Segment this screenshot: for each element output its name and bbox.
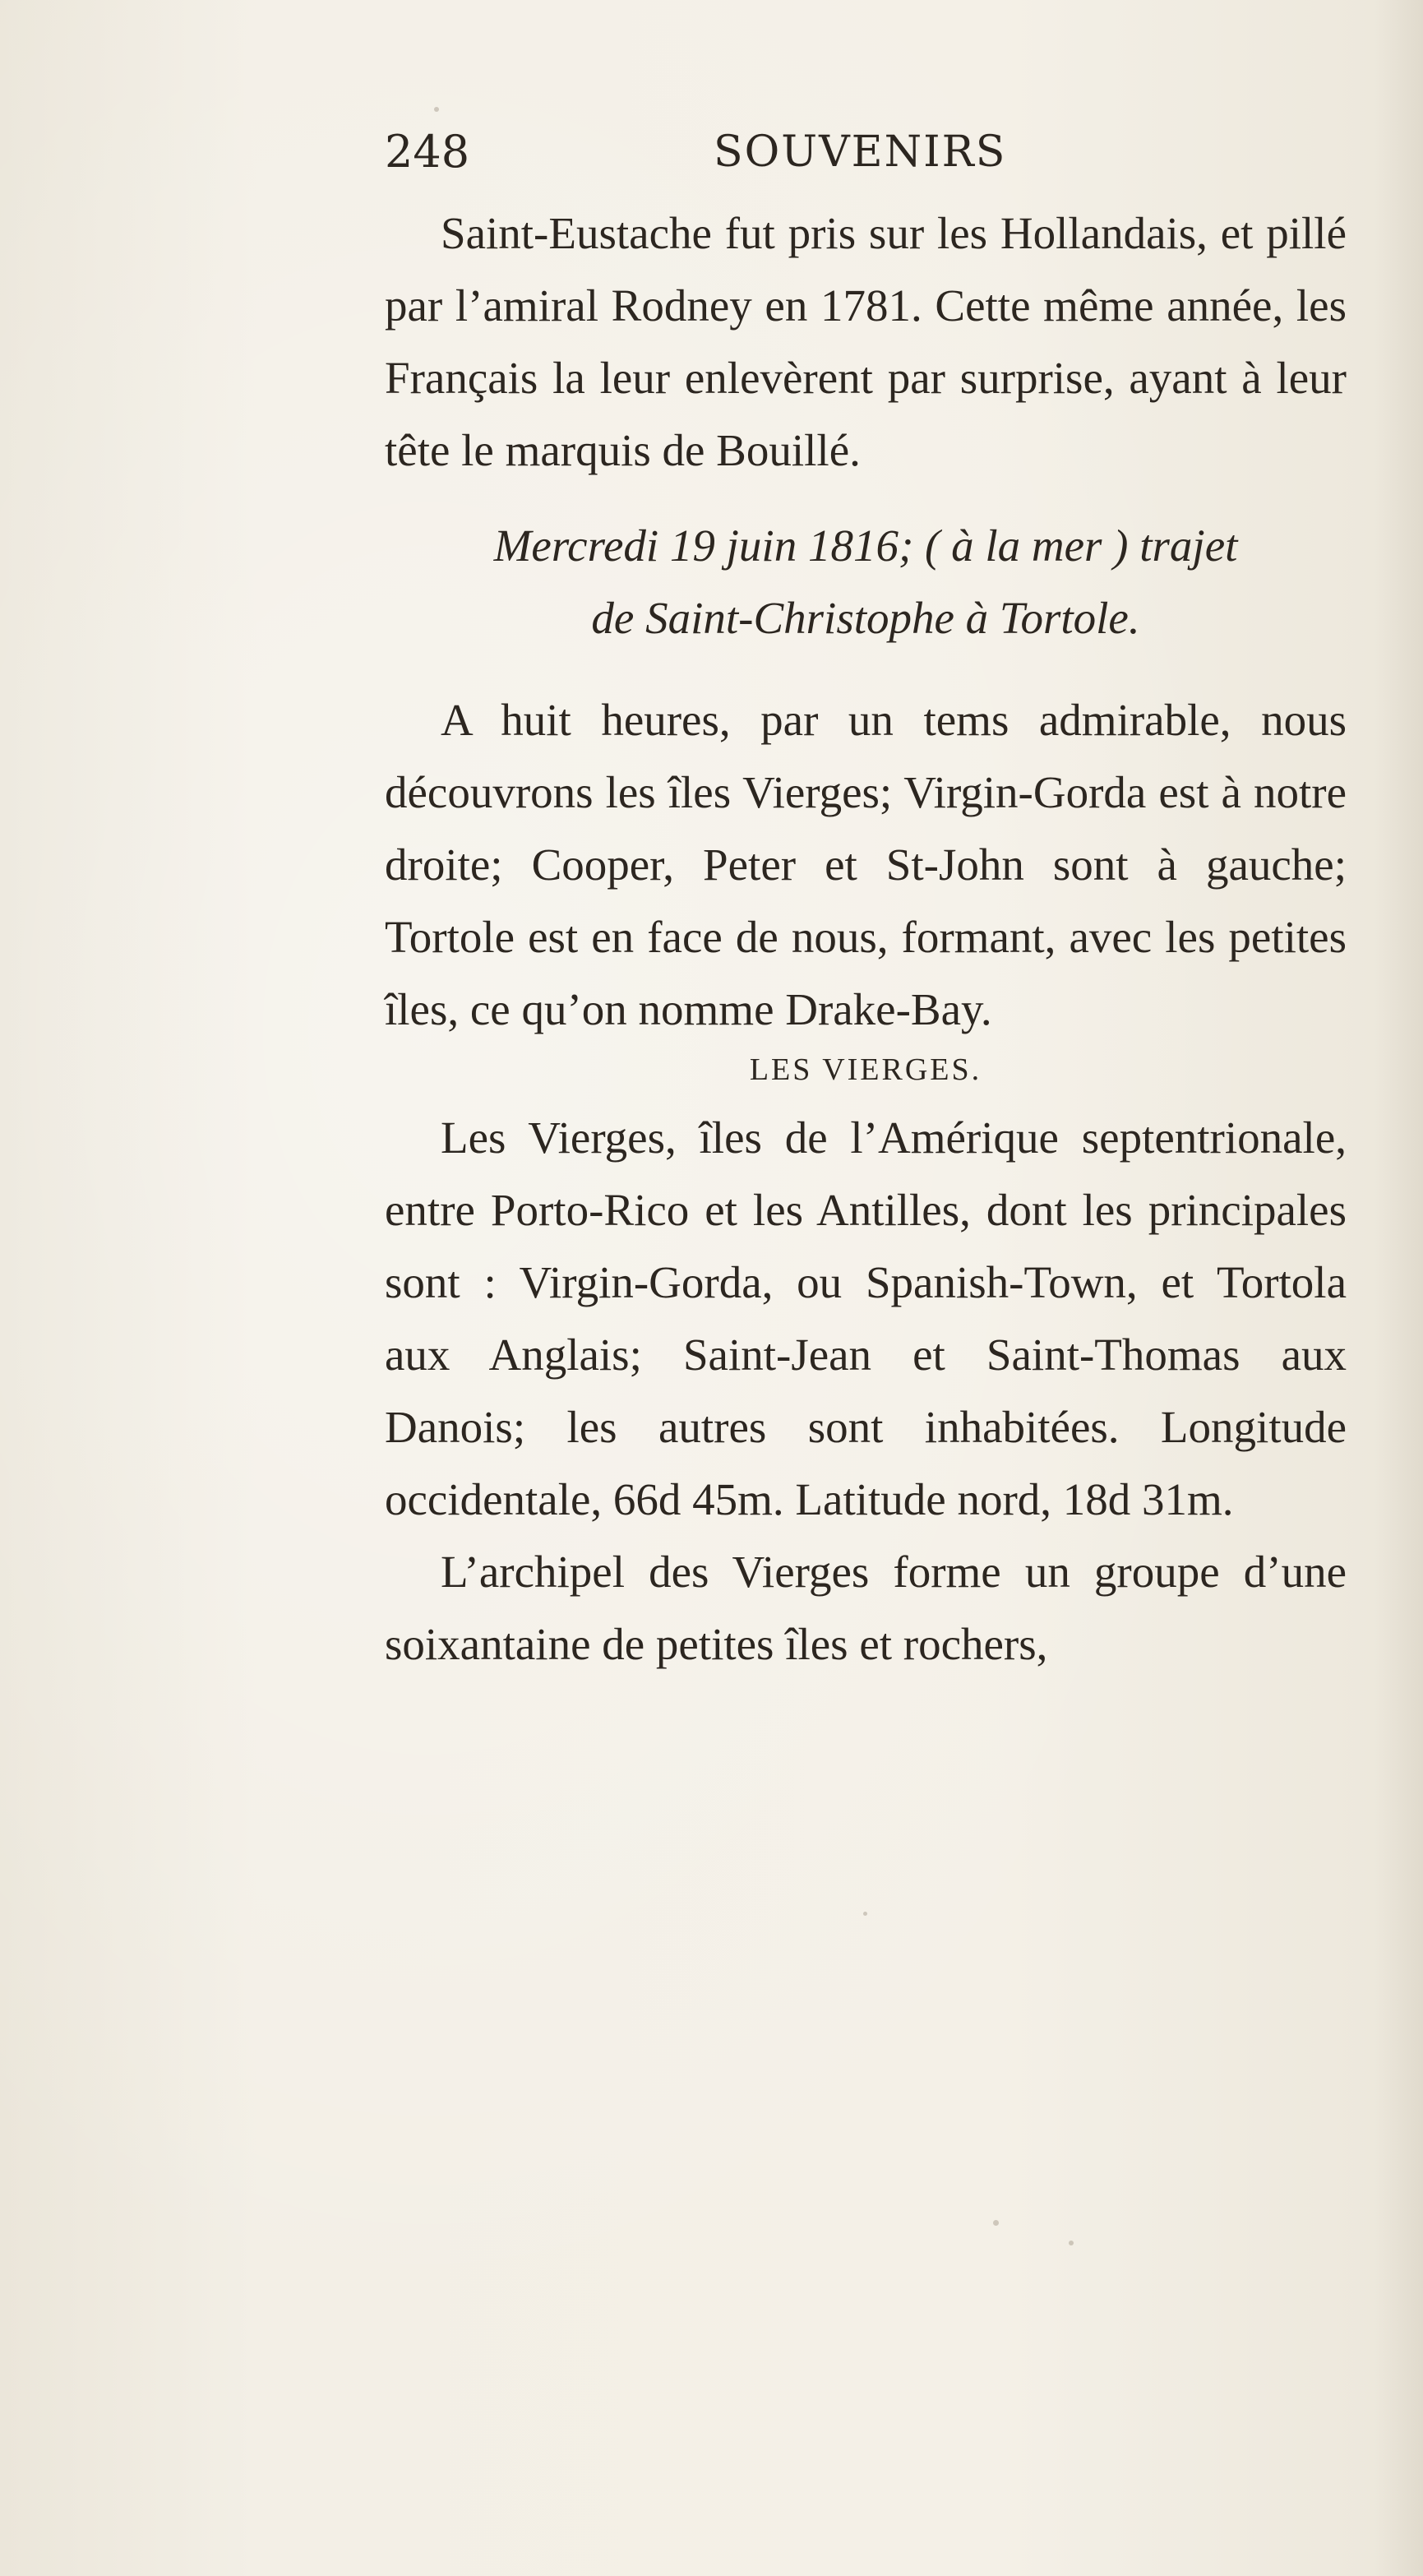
running-head bbox=[385, 123, 1356, 181]
section-title-les-vierges: LES VIERGES. bbox=[749, 1052, 982, 1087]
paper-speck bbox=[993, 2220, 999, 2226]
journal-entry-heading bbox=[385, 510, 1347, 654]
journal-entry-heading-line-1: Mercredi 19 juin 1816; ( à la mer ) trajet bbox=[493, 520, 1238, 571]
page-edge-shadow bbox=[1374, 0, 1423, 2576]
body-text bbox=[385, 197, 1347, 1681]
paragraph-archipel: L’archipel des Vierges forme un groupe d’une soixantaine de petites îles et rochers, bbox=[385, 1547, 1347, 1669]
paper-speck bbox=[1069, 2241, 1074, 2245]
page-number: 248 bbox=[385, 126, 470, 178]
running-head-title: SOUVENIRS bbox=[714, 127, 1007, 177]
paragraph-saint-eustache: Saint-Eustache fut pris sur les Hollandais, et pillé par l’amiral Rodney en 1781. Cette même année, les Français la leur enlevèrent par surprise, ayant à leur tête le marquis de Bouillé. bbox=[385, 208, 1347, 475]
paper-speck bbox=[434, 107, 439, 112]
paragraph-huit-heures: A huit heures, par un tems admirable, nous découvrons les îles Vierges; Virgin-Gorda est à notre droite; Cooper, Peter et St-John sont à gauche; Tortole est en face de nous, formant, avec les petites îles, ce qu’on nomme Drake-Bay. bbox=[385, 695, 1347, 1034]
paper-speck bbox=[863, 1912, 867, 1916]
paragraph-les-vierges: Les Vierges, îles de l’Amérique septentrionale, entre Porto-Rico et les Antilles, dont les principales sont : Virgin-Gorda, ou Spanish-Town, et Tortola aux Anglais; Saint-Jean et Saint-Thomas aux Danois; les autres sont inhabitées. Longitude occidentale, 66d 45m. Latitude nord, 18d 31m. bbox=[385, 1112, 1347, 1524]
journal-entry-heading-line-2: de Saint-Christophe à Tortole. bbox=[591, 593, 1140, 643]
